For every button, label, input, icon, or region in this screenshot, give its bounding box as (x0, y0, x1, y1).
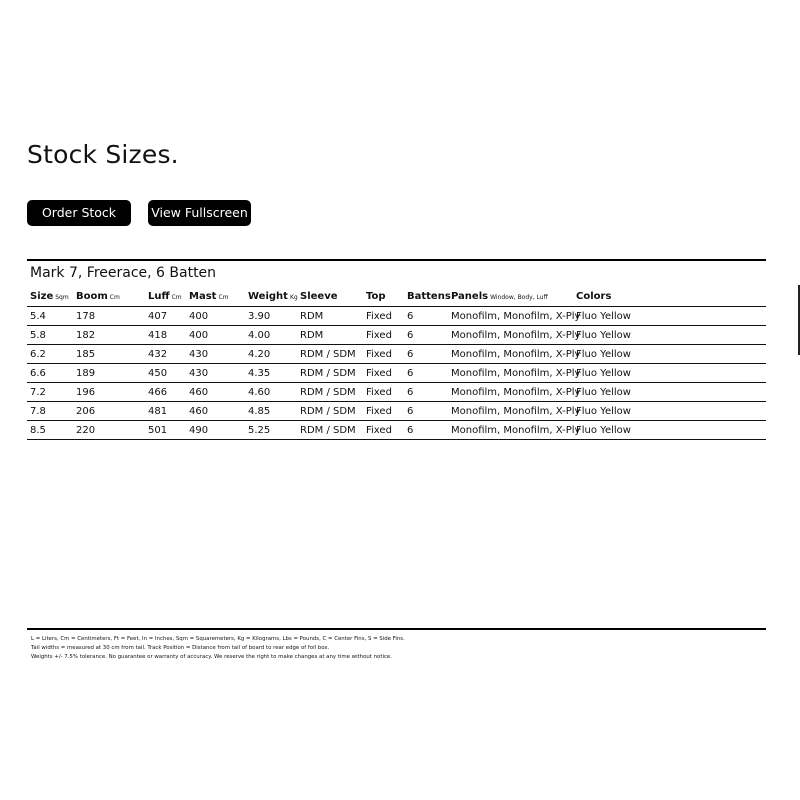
footnote-top-rule (27, 628, 766, 630)
table-row (27, 307, 766, 326)
header-label: Panels (451, 290, 489, 302)
table-cell: Fluo Yellow (573, 402, 766, 421)
table-cell: 430 (186, 345, 245, 364)
table-cell: Monofilm, Monofilm, X-Ply (448, 383, 573, 402)
table-cell: 6.2 (27, 345, 73, 364)
table-row (27, 345, 766, 364)
table-cell: 8.5 (27, 421, 73, 440)
stock-sizes-table (27, 286, 766, 440)
column-header (448, 286, 573, 307)
table-cell: Monofilm, Monofilm, X-Ply (448, 421, 573, 440)
table-cell: Monofilm, Monofilm, X-Ply (448, 326, 573, 345)
table-cell: Monofilm, Monofilm, X-Ply (448, 307, 573, 326)
footnotes (31, 635, 405, 662)
table-cell: 6 (404, 345, 448, 364)
table-cell: Fluo Yellow (573, 364, 766, 383)
column-header (573, 286, 766, 307)
table-cell: 3.90 (245, 307, 297, 326)
table-cell: 450 (145, 364, 186, 383)
header-label: Boom (76, 290, 108, 302)
table-cell: Fixed (363, 326, 404, 345)
table-cell: 5.25 (245, 421, 297, 440)
column-header (186, 286, 245, 307)
column-header (245, 286, 297, 307)
footnote-line: L = Liters, Cm = Centimeters, Ft = Feet, In = Inches, Sqm = Squaremeters, Kg = Kilograms, Lbs = Pounds, C = Center Fins, S = Side Fins. (31, 636, 405, 642)
table-header-row (27, 286, 766, 307)
header-label: Top (366, 290, 386, 302)
table-cell: 4.85 (245, 402, 297, 421)
header-unit: Kg (289, 293, 298, 301)
table-cell: Fixed (363, 383, 404, 402)
view-fullscreen-button[interactable]: View Fullscreen (148, 200, 251, 226)
table-cell: Monofilm, Monofilm, X-Ply (448, 364, 573, 383)
header-unit: Cm (109, 293, 120, 301)
table-cell: 466 (145, 383, 186, 402)
table-cell: Fixed (363, 421, 404, 440)
table-row (27, 364, 766, 383)
table-cell: RDM / SDM (297, 421, 363, 440)
table-row (27, 383, 766, 402)
table-cell: 481 (145, 402, 186, 421)
table-cell: RDM / SDM (297, 345, 363, 364)
table-row (27, 326, 766, 345)
table-cell: Monofilm, Monofilm, X-Ply (448, 345, 573, 364)
header-unit: Sqm (55, 293, 69, 301)
column-header (145, 286, 186, 307)
table-cell: Fluo Yellow (573, 421, 766, 440)
table-title: Mark 7, Freerace, 6 Batten (30, 265, 217, 281)
table-cell: Fixed (363, 345, 404, 364)
table-cell: Monofilm, Monofilm, X-Ply (448, 402, 573, 421)
table-cell: 490 (186, 421, 245, 440)
header-label: Colors (576, 290, 612, 302)
table-cell: 196 (73, 383, 145, 402)
table-cell: 6 (404, 326, 448, 345)
table-cell: 6 (404, 421, 448, 440)
table-cell: 178 (73, 307, 145, 326)
header-label: Mast (189, 290, 217, 302)
table-cell: Fluo Yellow (573, 345, 766, 364)
table-cell: 432 (145, 345, 186, 364)
table-cell: 460 (186, 402, 245, 421)
table-cell: RDM / SDM (297, 383, 363, 402)
table-cell: 206 (73, 402, 145, 421)
footnote-line: Tail widths = measured at 30 cm from tail. Track Position = Distance from tail of board to rear edge of foil box. (31, 645, 330, 651)
header-unit: Window, Body, Luff (490, 293, 548, 301)
page-title: Stock Sizes. (27, 140, 179, 169)
table-cell: 460 (186, 383, 245, 402)
column-header (73, 286, 145, 307)
column-header (404, 286, 451, 307)
table-cell: 7.2 (27, 383, 73, 402)
table-cell: 400 (186, 326, 245, 345)
table-cell: 182 (73, 326, 145, 345)
table-cell: 5.4 (27, 307, 73, 326)
table-cell: RDM / SDM (297, 402, 363, 421)
table-cell: 6.6 (27, 364, 73, 383)
header-unit: Cm (171, 293, 182, 301)
column-header (297, 286, 363, 307)
table-cell: 501 (145, 421, 186, 440)
column-header (363, 286, 404, 307)
table-cell: 7.8 (27, 402, 73, 421)
column-header (27, 286, 73, 307)
table-cell: 4.35 (245, 364, 297, 383)
table-cell: Fluo Yellow (573, 383, 766, 402)
table-cell: RDM (297, 326, 363, 345)
table-cell: 4.60 (245, 383, 297, 402)
table-row (27, 402, 766, 421)
table-cell: 4.00 (245, 326, 297, 345)
table-cell: 6 (404, 364, 448, 383)
table-cell: Fixed (363, 364, 404, 383)
table-cell: 400 (186, 307, 245, 326)
table-cell: Fixed (363, 307, 404, 326)
header-label: Weight (248, 290, 288, 302)
header-label: Size (30, 290, 54, 302)
footnote-line: Weights +/- 7.5% tolerance. No guarantee or warranty of accuracy. We reserve the right to make changes at any time without notice. (31, 654, 392, 660)
table-cell: Fluo Yellow (573, 326, 766, 345)
table-cell: Fluo Yellow (573, 307, 766, 326)
table-cell: 6 (404, 402, 448, 421)
table-cell: 418 (145, 326, 186, 345)
table-cell: 220 (73, 421, 145, 440)
table-cell: 6 (404, 307, 448, 326)
table-cell: 189 (73, 364, 145, 383)
table-cell: 185 (73, 345, 145, 364)
table-cell: 5.8 (27, 326, 73, 345)
table-top-rule (27, 259, 766, 261)
table-cell: RDM (297, 307, 363, 326)
order-stock-button[interactable]: Order Stock (27, 200, 131, 226)
header-label: Luff (148, 290, 170, 302)
header-unit: Cm (218, 293, 229, 301)
table-cell: Fixed (363, 402, 404, 421)
table-cell: 430 (186, 364, 245, 383)
table-cell: RDM / SDM (297, 364, 363, 383)
header-label: Sleeve (300, 290, 338, 302)
header-label: Battens (407, 290, 451, 302)
table-cell: 6 (404, 383, 448, 402)
table-row (27, 421, 766, 440)
table-cell: 4.20 (245, 345, 297, 364)
table-cell: 407 (145, 307, 186, 326)
